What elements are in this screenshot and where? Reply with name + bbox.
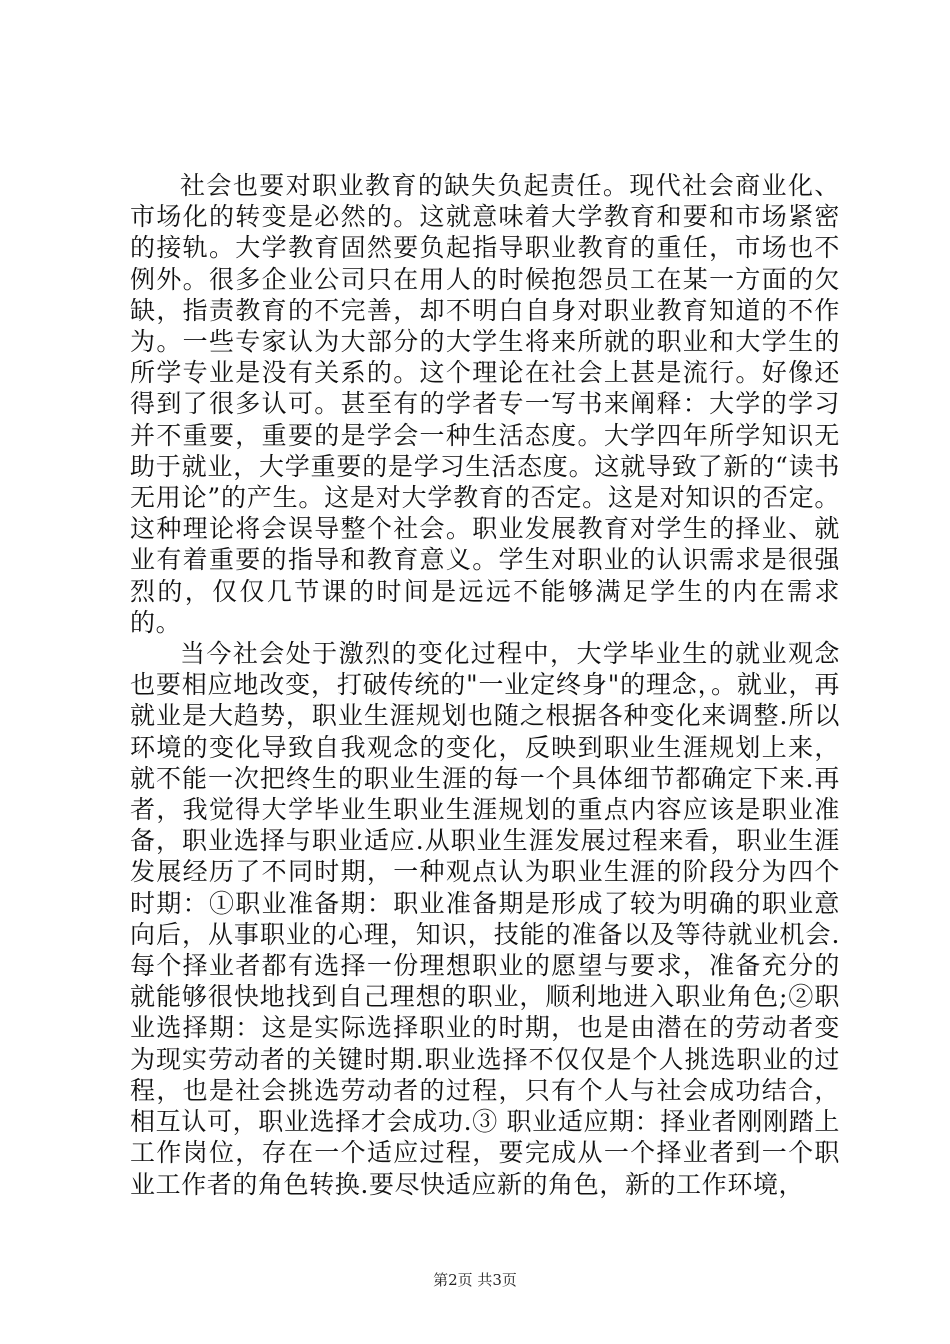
page-number-footer: 第2页 共3页 — [433, 1271, 517, 1289]
paragraph-responsibility: 社会也要对职业教育的缺失负起责任。现代社会商业化、市场化的转变是必然的。这就意味着大学教育和要和市场紧密的接轨。大学教育固然要负起指导职业教育的重任，市场也不例外。很多企业公司只在用人的时候抱怨员工在某一方面的欠缺，指责教育的不完善，却不明白自身对职业教育知道的不作为。一些专家认为大部分的大学生将来所就的职业和大学生的所学专业是没有关系的。这个理论在社会上甚是流行。好像还得到了很多认可。甚至有的学者专一写书来阐释：大学的学习并不重要，重要的是学会一种生活态度。大学四年所学知识无助于就业，大学重要的是学习生活态度。这就导致了新的“读书无用论”的产生。这是对大学教育的否定。这是对知识的否定。这种理论将会误导整个社会。职业发展教育对学生的择业、就业有着重要的指导和教育意义。学生对职业的认识需求是很强烈的，仅仅几节课的时间是远远不能够满足学生的内在需求的。 — [130, 171, 840, 637]
document-body — [130, 170, 840, 1200]
paragraph-career-stages: 当今社会处于激烈的变化过程中，大学毕业生的就业观念也要相应地改变，打破传统的"一业定终身"的理念，。就业，再就业是大趋势，职业生涯规划也随之根据各种变化来调整.所以环境的变化导致自我观念的变化，反映到职业生涯规划上来，就不能一次把终生的职业生涯的每一个具体细节都确定下来.再者，我觉得大学毕业生职业生涯规划的重点内容应该是职业准备，职业选择与职业适应.从职业生涯发展过程来看，职业生涯发展经历了不同时期，一种观点认为职业生涯的阶段分为四个时期：①职业准备期：职业准备期是形成了较为明确的职业意向后，从事职业的心理，知识，技能的准备以及等待就业机会.每个择业者都有选择一份理想职业的愿望与要求，准备充分的就能够很快地找到自己理想的职业，顺利地进入职业角色;②职业选择期：这是实际选择职业的时期，也是由潜在的劳动者变为现实劳动者的关键时期.职业选择不仅仅是个人挑选职业的过程，也是社会挑选劳动者的过程，只有个人与社会成功结合，相互认可，职业选择才会成功.③ 职业适应期：择业者刚刚踏上工作岗位，存在一个适应过程，要完成从一个择业者到一个职业工作者的角色转换.要尽快适应新的角色，新的工作环境， — [130, 639, 840, 1199]
